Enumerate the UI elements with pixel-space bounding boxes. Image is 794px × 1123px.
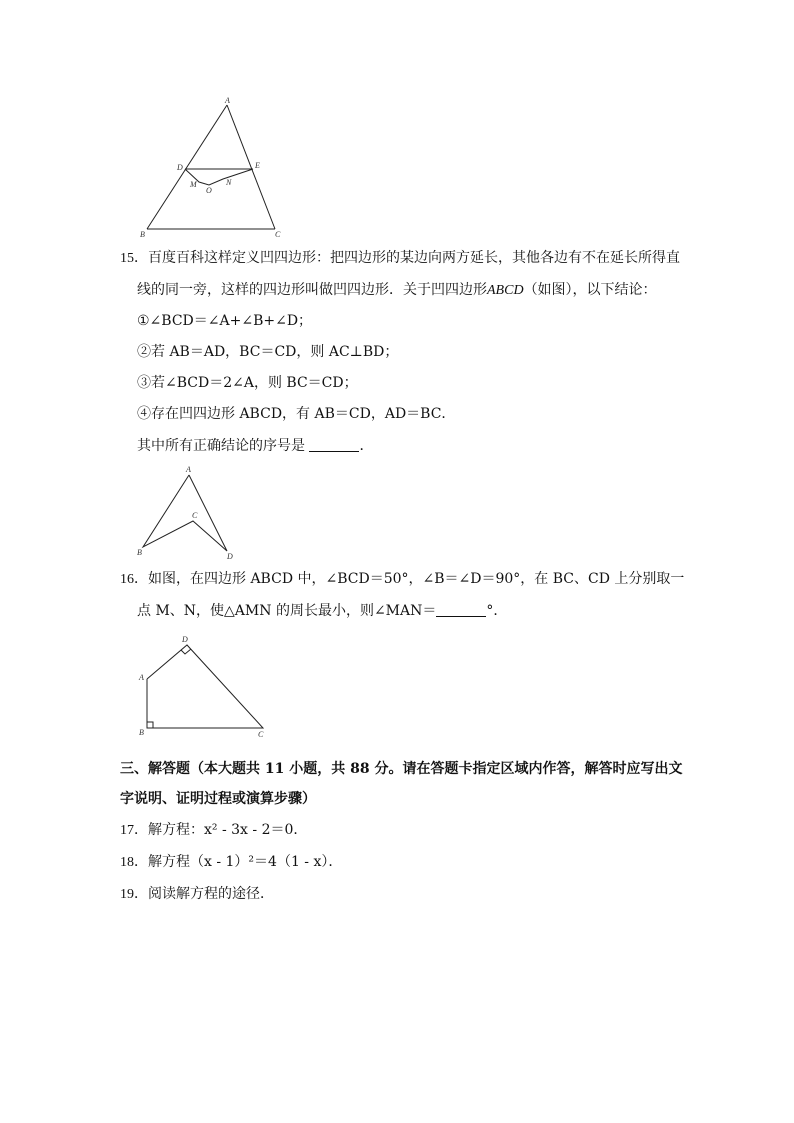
section-heading: 三、解答题（本大题共 11 小题，共 88 分。请在答题卡指定区域内作答，解答时应写出文 <box>120 761 683 777</box>
q15-statement-4: ④存在凹四边形 ABCD，有 AB＝CD，AD＝BC． <box>137 406 456 422</box>
q15-question: 其中所有正确结论的序号是 ． <box>137 438 374 454</box>
label-o: O <box>206 186 212 195</box>
label-c: C <box>192 511 198 520</box>
label-d: D <box>177 163 183 172</box>
q16-line1: 16．如图，在四边形 ABCD 中，∠BCD＝50°，∠B＝∠D＝90°，在 BC、CD 上分别取一 <box>120 571 685 587</box>
label-a: A <box>186 465 191 474</box>
label-b: B <box>137 548 142 557</box>
q16-line2: 点 M、N，使△AMN 的周长最小，则∠MAN＝ °． <box>137 603 508 619</box>
q15-line1: 15．百度百科这样定义凹四边形：把四边形的某边向两方延长，其他各边有不在延长所得直 <box>120 250 680 266</box>
label-a: A <box>225 96 230 105</box>
answer-blank[interactable] <box>436 602 486 617</box>
quadrilateral-figure <box>135 632 270 740</box>
label-d: D <box>227 552 233 561</box>
answer-blank[interactable] <box>309 437 359 452</box>
concave-quadrilateral-figure <box>135 463 245 561</box>
q18: 18．解方程（x - 1）²＝4（1 - x）． <box>120 854 343 870</box>
label-e: E <box>255 161 260 170</box>
section-heading-cont: 字说明、证明过程或演算步骤） <box>120 791 316 807</box>
q15-statement-2: ②若 AB＝AD，BC＝CD，则 AC⊥BD； <box>137 344 399 360</box>
q16-number: 16． <box>120 572 148 587</box>
label-d: D <box>182 635 188 644</box>
label-c: C <box>275 230 281 239</box>
q17: 17．解方程：x² - 3x - 2＝0． <box>120 822 308 838</box>
label-c: C <box>258 730 264 739</box>
label-n: N <box>226 178 232 187</box>
label-b: B <box>139 728 144 737</box>
q19: 19．阅读解方程的途径． <box>120 886 274 902</box>
label-b: B <box>140 230 145 239</box>
q15-statement-1: ①∠BCD＝∠A+∠B+∠D； <box>137 313 313 329</box>
label-m: M <box>190 180 197 189</box>
label-a: A <box>139 673 144 682</box>
q15-statement-3: ③若∠BCD＝2∠A，则 BC＝CD； <box>137 375 358 391</box>
triangle-figure <box>135 95 295 240</box>
q15-line2: 线的同一旁，这样的四边形叫做凹四边形．关于凹四边形ABCD（如图），以下结论： <box>137 282 657 298</box>
